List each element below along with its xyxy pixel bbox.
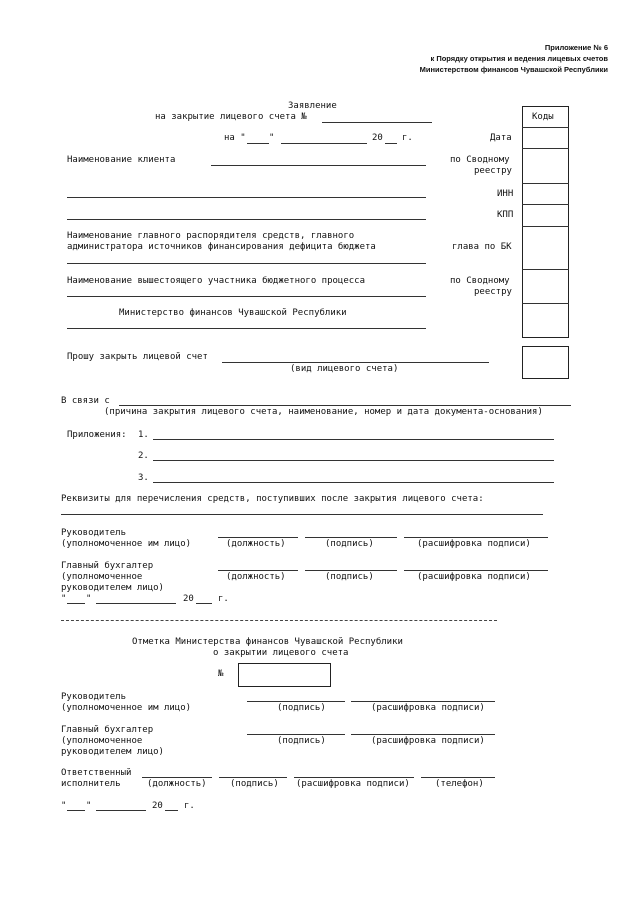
mark-date-close: " bbox=[86, 801, 92, 811]
executor-signature-field[interactable] bbox=[219, 777, 287, 778]
reason-hint: (причина закрытия лицевого счета, наименование, номер и дата документа-основания) bbox=[104, 407, 543, 417]
client-label: Наименование клиента bbox=[67, 155, 176, 165]
mark-accountant-decoding-hint: (расшифровка подписи) bbox=[371, 736, 485, 746]
mark-accountant-label-3: руководителем лицо) bbox=[61, 747, 164, 757]
attachment-number-2: 2. bbox=[138, 451, 149, 461]
accountant-position-field[interactable] bbox=[218, 570, 298, 571]
codes-divider bbox=[522, 148, 569, 149]
date-prefix: на " bbox=[224, 133, 246, 143]
head-decoding-field[interactable] bbox=[404, 537, 548, 538]
head-signature-field[interactable] bbox=[305, 537, 397, 538]
date-year-prefix: 20 bbox=[372, 133, 383, 143]
codes-bk-label: глава по БК bbox=[452, 242, 512, 252]
codes-kpp-label: КПП bbox=[497, 210, 514, 220]
account-number-field[interactable] bbox=[322, 122, 432, 123]
higher-participant-field[interactable] bbox=[67, 296, 426, 297]
mark-head-label-2: (уполномоченное им лицо) bbox=[61, 703, 192, 713]
codes-registry2-label: по Сводному bbox=[450, 276, 510, 286]
date-month-field[interactable] bbox=[281, 143, 367, 144]
distributor-field[interactable] bbox=[67, 263, 426, 264]
codes-divider bbox=[522, 204, 569, 205]
mark-date-day-field[interactable] bbox=[67, 810, 85, 811]
codes-header: Коды bbox=[532, 112, 554, 122]
sign-date-suffix: г. bbox=[218, 594, 229, 604]
mark-date-year-field[interactable] bbox=[165, 810, 178, 811]
reason-field[interactable] bbox=[119, 405, 571, 406]
account-type-hint: (вид лицевого счета) bbox=[290, 364, 399, 374]
distributor-label-2: администратора источников финансирования дефицита бюджета bbox=[67, 242, 376, 252]
executor-position-hint: (должность) bbox=[147, 779, 207, 789]
executor-label-2: исполнитель bbox=[61, 779, 121, 789]
appendix-line-2: к Порядку открытия и ведения лицевых счетов bbox=[430, 54, 608, 63]
codes-registry-label: по Сводному bbox=[450, 155, 510, 165]
accountant-decoding-hint: (расшифровка подписи) bbox=[417, 572, 531, 582]
ministry-field[interactable] bbox=[67, 328, 426, 329]
mark-title-2: о закрытии лицевого счета bbox=[213, 648, 349, 658]
attachments-label: Приложения: bbox=[67, 430, 127, 440]
mark-accountant-decoding-field[interactable] bbox=[351, 734, 495, 735]
form-title: Заявление bbox=[288, 101, 337, 111]
account-type-code-box[interactable] bbox=[522, 346, 569, 379]
executor-position-field[interactable] bbox=[142, 777, 212, 778]
codes-divider bbox=[522, 303, 569, 304]
mark-head-decoding-field[interactable] bbox=[351, 701, 495, 702]
mark-accountant-label: Главный бухгалтер bbox=[61, 725, 154, 735]
client-field[interactable] bbox=[211, 165, 426, 166]
date-suffix: г. bbox=[402, 133, 413, 143]
date-quote: " bbox=[269, 133, 275, 143]
form-subtitle: на закрытие лицевого счета № bbox=[155, 112, 307, 122]
mark-head-signature-field[interactable] bbox=[247, 701, 345, 702]
account-type-field[interactable] bbox=[222, 362, 489, 363]
sign-date-day-field[interactable] bbox=[67, 603, 85, 604]
codes-divider bbox=[522, 226, 569, 227]
executor-signature-hint: (подпись) bbox=[230, 779, 279, 789]
attachment-number-1: 1. bbox=[138, 430, 149, 440]
date-day-field[interactable] bbox=[247, 143, 269, 144]
mark-date-year: 20 bbox=[152, 801, 163, 811]
sign-date-close: " bbox=[86, 594, 92, 604]
attachment-field-3[interactable] bbox=[153, 482, 554, 483]
attachment-number-3: 3. bbox=[138, 473, 149, 483]
sign-date-year: 20 bbox=[183, 594, 194, 604]
accountant-label-2: (уполномоченное bbox=[61, 572, 143, 582]
requisites-field[interactable] bbox=[61, 514, 543, 515]
executor-decoding-field[interactable] bbox=[294, 777, 414, 778]
reason-label: В связи с bbox=[61, 396, 110, 406]
executor-label: Ответственный bbox=[61, 768, 132, 778]
codes-date-label: Дата bbox=[490, 133, 512, 143]
head-position-field[interactable] bbox=[218, 537, 298, 538]
accountant-signature-field[interactable] bbox=[305, 570, 397, 571]
accountant-label-3: руководителем лицо) bbox=[61, 583, 164, 593]
codes-registry2-label-2: реестру bbox=[474, 287, 512, 297]
accountant-position-hint: (должность) bbox=[226, 572, 286, 582]
sign-date-year-field[interactable] bbox=[196, 603, 212, 604]
distributor-label: Наименование главного распорядителя средств, главного bbox=[67, 231, 355, 241]
higher-participant-label: Наименование вышестоящего участника бюджетного процесса bbox=[67, 276, 366, 286]
mark-date-month-field[interactable] bbox=[96, 810, 146, 811]
requisites-label: Реквизиты для перечисления средств, поступивших после закрытия лицевого счета: bbox=[61, 494, 484, 504]
codes-inn-label: ИНН bbox=[497, 189, 514, 199]
codes-divider bbox=[522, 127, 569, 128]
head-position-hint: (должность) bbox=[226, 539, 286, 549]
head-label: Руководитель bbox=[61, 528, 127, 538]
mark-accountant-signature-hint: (подпись) bbox=[277, 736, 326, 746]
mark-head-signature-hint: (подпись) bbox=[277, 703, 326, 713]
mark-number-sign: № bbox=[218, 669, 224, 679]
mark-accountant-label-2: (уполномоченное bbox=[61, 736, 143, 746]
mark-number-box[interactable] bbox=[238, 663, 331, 687]
codes-registry-label-2: реестру bbox=[474, 166, 512, 176]
cut-line bbox=[61, 620, 497, 621]
ministry-name: Министерство финансов Чувашской Республики bbox=[119, 308, 347, 318]
codes-divider bbox=[522, 269, 569, 270]
close-request-label: Прошу закрыть лицевой счет bbox=[67, 352, 208, 362]
mark-head-decoding-hint: (расшифровка подписи) bbox=[371, 703, 485, 713]
accountant-decoding-field[interactable] bbox=[404, 570, 548, 571]
accountant-label: Главный бухгалтер bbox=[61, 561, 154, 571]
mark-date-open: " bbox=[61, 801, 67, 811]
client-field-2[interactable] bbox=[67, 197, 426, 198]
sign-date-open: " bbox=[61, 594, 67, 604]
attachment-field-1[interactable] bbox=[153, 439, 554, 440]
appendix-line-3: Министерством финансов Чувашской Республики bbox=[419, 65, 608, 74]
executor-phone-field[interactable] bbox=[421, 777, 495, 778]
date-year-field[interactable] bbox=[385, 143, 397, 144]
executor-phone-hint: (телефон) bbox=[435, 779, 484, 789]
accountant-signature-hint: (подпись) bbox=[325, 572, 374, 582]
mark-date-suffix: г. bbox=[184, 801, 195, 811]
mark-title: Отметка Министерства финансов Чувашской Республики bbox=[132, 637, 403, 647]
attachment-field-2[interactable] bbox=[153, 460, 554, 461]
head-signature-hint: (подпись) bbox=[325, 539, 374, 549]
head-decoding-hint: (расшифровка подписи) bbox=[417, 539, 531, 549]
codes-divider bbox=[522, 183, 569, 184]
executor-decoding-hint: (расшифровка подписи) bbox=[296, 779, 410, 789]
appendix-line-1: Приложение № 6 bbox=[544, 43, 608, 52]
head-label-2: (уполномоченное им лицо) bbox=[61, 539, 192, 549]
mark-accountant-signature-field[interactable] bbox=[247, 734, 345, 735]
client-field-3[interactable] bbox=[67, 219, 426, 220]
sign-date-month-field[interactable] bbox=[96, 603, 176, 604]
mark-head-label: Руководитель bbox=[61, 692, 127, 702]
